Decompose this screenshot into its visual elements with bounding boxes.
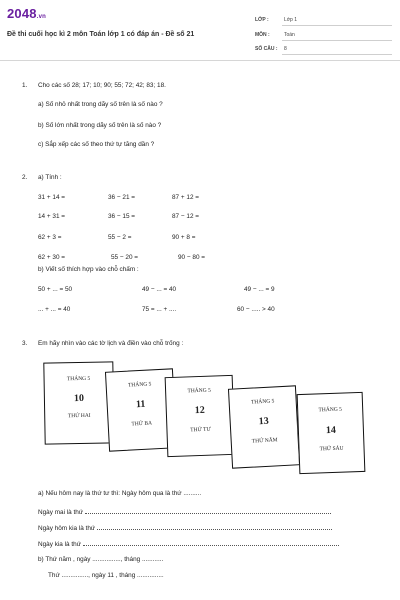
q3-line2-label: Ngày hôm kia là thứ bbox=[38, 525, 96, 532]
mon-label: MÔN : bbox=[255, 32, 270, 38]
card-month: THÁNG 5 bbox=[318, 406, 342, 414]
card-day: 10 bbox=[73, 392, 85, 405]
calc-item: 87 − 12 = bbox=[172, 213, 200, 220]
fill-item: 75 = ... + .... bbox=[142, 306, 177, 313]
q1-text: Cho các số 28; 17; 10; 90; 55; 72; 42; 83; 18. bbox=[38, 82, 166, 89]
calc-item: 31 + 14 = bbox=[38, 194, 66, 201]
q3-line1-label: Ngày mai là thứ bbox=[38, 509, 84, 516]
q3-b2: Thứ ..............., ngày 11 , tháng ............... bbox=[48, 572, 164, 579]
logo-main: 2048 bbox=[7, 6, 37, 21]
calc-item: 62 + 3 = bbox=[38, 234, 62, 241]
q2-b-label: b) Viết số thích hợp vào chỗ chấm : bbox=[38, 266, 139, 273]
q2-number: 2. bbox=[22, 174, 28, 181]
q3-number: 3. bbox=[22, 340, 28, 347]
card-weekday: THỨ NĂM bbox=[251, 437, 278, 445]
lop-label: LỚP : bbox=[255, 17, 269, 23]
socau-value: 8 bbox=[284, 46, 287, 52]
card-weekday: THỨ BA bbox=[131, 420, 153, 428]
page-title: Đề thi cuối học kì 2 môn Toán lớp 1 có đáp án - Đề số 21 bbox=[7, 31, 195, 38]
calendar-card bbox=[165, 375, 236, 457]
card-month: THÁNG 5 bbox=[250, 398, 275, 406]
q3-b: b) Thứ năm , ngày ................, tháng ............ bbox=[38, 556, 164, 563]
calc-item: 36 − 21 = bbox=[108, 194, 136, 201]
calendar-card bbox=[43, 361, 114, 444]
fill-item: 49 − ... = 40 bbox=[142, 286, 177, 293]
fill-item: 60 − ..... > 40 bbox=[237, 306, 275, 313]
calc-item: 90 − 80 = bbox=[178, 254, 206, 261]
card-day: 12 bbox=[194, 404, 205, 417]
logo-domain: .vn bbox=[36, 14, 47, 20]
q3-text: Em hãy nhìn vào các tờ lịch và điền vào chỗ trống : bbox=[38, 340, 184, 347]
card-weekday: THỨ TƯ bbox=[190, 426, 211, 434]
q3-line3-label: Ngày kia là thứ bbox=[38, 541, 81, 548]
q3-line1 bbox=[38, 508, 331, 516]
header-divider bbox=[0, 60, 400, 61]
calc-item: 55 − 20 = bbox=[111, 254, 139, 261]
calc-item: 55 − 2 = bbox=[108, 234, 132, 241]
lop-value: Lớp 1 bbox=[284, 17, 298, 23]
card-weekday: THỨ SÁU bbox=[319, 445, 344, 453]
q2-a-label: a) Tính : bbox=[38, 174, 62, 181]
calc-item: 87 + 12 = bbox=[172, 194, 200, 201]
calendar-card bbox=[228, 385, 300, 468]
q3-line2 bbox=[38, 524, 332, 532]
q1-c: c) Sắp xếp các số theo thứ tự tăng dần ? bbox=[38, 141, 155, 148]
socau-label: SỐ CÂU : bbox=[255, 46, 278, 52]
calc-item: 14 + 31 = bbox=[38, 213, 66, 220]
card-month: THÁNG 5 bbox=[187, 387, 211, 395]
answer-blank bbox=[85, 508, 331, 514]
calc-item: 90 + 8 = bbox=[172, 234, 196, 241]
mon-underline bbox=[282, 40, 392, 41]
card-month: THÁNG 5 bbox=[127, 381, 152, 389]
fill-item: ... + ... = 40 bbox=[38, 306, 71, 313]
socau-underline bbox=[282, 54, 392, 55]
card-month: THÁNG 5 bbox=[66, 375, 91, 383]
card-day: 11 bbox=[135, 398, 146, 411]
answer-blank bbox=[83, 540, 339, 546]
q1-number: 1. bbox=[22, 82, 28, 89]
site-logo[interactable] bbox=[7, 6, 46, 21]
q1-b: b) Số lớn nhất trong dãy số trên là số nào ? bbox=[38, 122, 162, 129]
card-day: 14 bbox=[325, 424, 337, 437]
calc-item: 62 + 30 = bbox=[38, 254, 66, 261]
q3-line3 bbox=[38, 540, 339, 548]
lop-underline bbox=[282, 25, 392, 26]
q3-a: a) Nếu hôm nay là thứ tư thì: Ngày hôm qua là thứ .......... bbox=[38, 490, 202, 497]
mon-value: Toán bbox=[284, 32, 295, 38]
q1-a: a) Số nhỏ nhất trong dãy số trên là số nào ? bbox=[38, 101, 163, 108]
answer-blank bbox=[97, 524, 332, 530]
fill-item: 49 − ... = 9 bbox=[244, 286, 275, 293]
calendar-card bbox=[297, 392, 366, 474]
fill-item: 50 + ... = 50 bbox=[38, 286, 73, 293]
card-weekday: THỨ HAI bbox=[67, 412, 91, 420]
card-day: 13 bbox=[258, 415, 269, 428]
calc-item: 36 − 15 = bbox=[108, 213, 136, 220]
